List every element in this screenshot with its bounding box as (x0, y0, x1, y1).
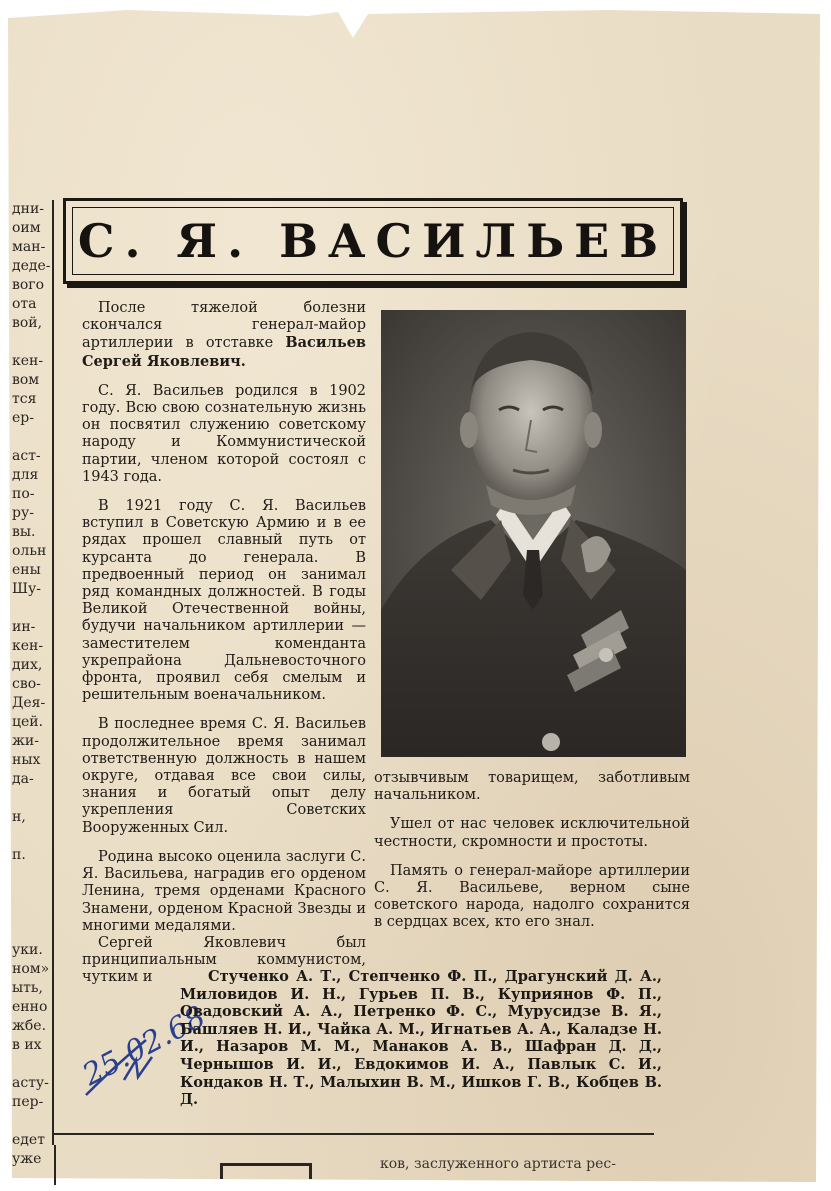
paragraph-memory: Память о генерал-майоре артиллерии С. Я. Васильеве, верном сыне советского народа, надолго сохранится в сердцах всех, кто его знал. (374, 862, 690, 931)
left-fragment-line: кен- (12, 353, 44, 369)
left-fragment-line (12, 922, 52, 941)
left-fragment-line: пер- (12, 1094, 44, 1110)
left-fragment-line (12, 865, 52, 884)
portrait-photo (381, 310, 686, 757)
left-fragment-line: ных (12, 752, 41, 768)
left-fragment-line: по- (12, 486, 35, 502)
left-fragment-line: ру- (12, 505, 34, 521)
deceased-name: Васильев Сергей Яковлевич. (82, 334, 366, 370)
left-fragment-line: деде- (12, 258, 51, 274)
text-column-right (374, 770, 690, 932)
left-fragment-line (12, 1055, 52, 1074)
paragraph-biography: С. Я. Васильев родился в 1902 году. Всю свою сознательную жизнь он посвятил служению советскому народу и Коммунистической партии, членом которой состоял с 1943 года. (82, 382, 366, 485)
title-banner (63, 198, 683, 284)
paragraph-army-career: В 1921 году С. Я. Васильев вступил в Советскую Армию и в ее рядах прошел славный путь от курсанта до генерала. В предвоенный период он занимал ряд командных должностей. В годы Великой Отечественной войны, будучи начальником артиллерии — заместителем коменданта укрепрайона Дальневосточного фронта, проявил себя смелым и решительным военачальником. (82, 498, 366, 704)
left-fragment-line: Шу- (12, 581, 41, 597)
left-fragment-line (12, 333, 52, 352)
left-fragment-line: в их (12, 1037, 42, 1053)
left-fragment-line: вы. (12, 524, 36, 540)
left-fragment-line (12, 599, 52, 618)
left-fragment-line (12, 827, 52, 846)
left-fragment-line: уже (12, 1151, 42, 1167)
left-fragment-line: ота (12, 296, 37, 312)
text-column-left (82, 300, 366, 987)
paragraph-character: Сергей Яковлевич был принципиальным коммунистом, чутким и (82, 934, 366, 986)
paragraph-intro (82, 300, 366, 371)
paragraph-honesty: Ушел от нас человек исключительной честности, скромности и простоты. (374, 816, 690, 850)
left-fragment-line: тся (12, 391, 37, 407)
left-fragment-line: н, (12, 809, 26, 825)
left-fragment-line: п. (12, 847, 26, 863)
column-rule-lower (54, 1145, 56, 1185)
left-fragment-line: дни- (12, 201, 45, 217)
left-fragment-line: сво- (12, 676, 41, 692)
handwritten-date: 25.02.68 (77, 999, 212, 1094)
left-fragment-line: ман- (12, 239, 46, 255)
left-fragment-line: оим (12, 220, 41, 236)
paragraph-recent-service: В последнее время С. Я. Васильев продолжительное время занимал ответственную должность в нашем округе, отдавая все свои силы, знания и богатый опыт делу укрепления Советских Вооруженных Сил. (82, 716, 366, 836)
left-fragment-line: Дея- (12, 695, 46, 711)
left-fragment-line (12, 789, 52, 808)
left-fragment-line: жбе. (12, 1018, 47, 1034)
left-fragment-line: цей. (12, 714, 44, 730)
left-fragment-line: ольн (12, 543, 47, 559)
left-fragment-line: ыть, (12, 980, 43, 996)
title-inner-frame (72, 207, 674, 275)
left-fragment-line: ер- (12, 410, 34, 426)
column-rule (52, 200, 54, 1145)
handwritten-date-annotation (66, 965, 212, 1105)
left-fragment-line: вом (12, 372, 40, 388)
left-fragment-line: асту- (12, 1075, 49, 1091)
left-fragment-line (12, 1112, 52, 1131)
left-fragment-line: ены (12, 562, 41, 578)
left-fragment-line: жи- (12, 733, 39, 749)
left-fragment-line: для (12, 467, 39, 483)
left-fragment-line (12, 884, 52, 903)
left-fragment-line: ном» (12, 961, 50, 977)
left-fragment-line: вого (12, 277, 45, 293)
left-fragment-line: да- (12, 771, 34, 787)
left-fragment-line: енно (12, 999, 48, 1015)
left-fragment-line: едет (12, 1132, 45, 1148)
signatories-list: Стученко А. Т., Степченко Ф. П., Драгунский Д. А., Миловидов И. Н., Гурьев П. В., Куприянов Ф. П., Овадовский А. А., Петренко Ф. С., Мурусидзе В. Я., Башляев Н. И., Чайка А. М., Игнатьев А. А., Каладзе Н. И., Назаров М. М., Манаков А. В., Шафран Д. Д., Чернышов И. И., Евдокимов И. А., Павлык С. И., Кондаков Н. Т., Малыхин В. М., Ишков Г. В., Кобцев В. Д. (180, 968, 662, 1109)
left-fragment-line (12, 428, 52, 447)
obituary-title: С. Я. ВАСИЛЬЕВ (77, 214, 669, 268)
paragraph-awards: Родина высоко оценила заслуги С. Я. Васильева, наградив его орденом Ленина, тремя орденами Красного Знамени, орденом Красной Звезды и многими медалями. (82, 848, 366, 934)
left-fragment-line (12, 903, 52, 922)
left-fragment-line: дих, (12, 657, 43, 673)
intro-text: После тяжелой болезни скончался генерал-майор артиллерии в отставке (82, 300, 366, 352)
left-fragment-line: ин- (12, 619, 36, 635)
left-fragment-line: уки. (12, 942, 43, 958)
bottom-text-fragment: ков, заслуженного артиста рес- (380, 1156, 616, 1172)
bottom-frame-fragment (220, 1163, 312, 1179)
left-fragment-line: аст- (12, 448, 41, 464)
paragraph-comrade: отзывчивым товарищем, заботливым начальником. (374, 770, 690, 804)
left-fragment-line: вой, (12, 315, 43, 331)
left-column-fragments (12, 200, 52, 1190)
left-fragment-line: кен- (12, 638, 44, 654)
bottom-rule (54, 1133, 654, 1135)
portrait-drawing (381, 310, 686, 757)
